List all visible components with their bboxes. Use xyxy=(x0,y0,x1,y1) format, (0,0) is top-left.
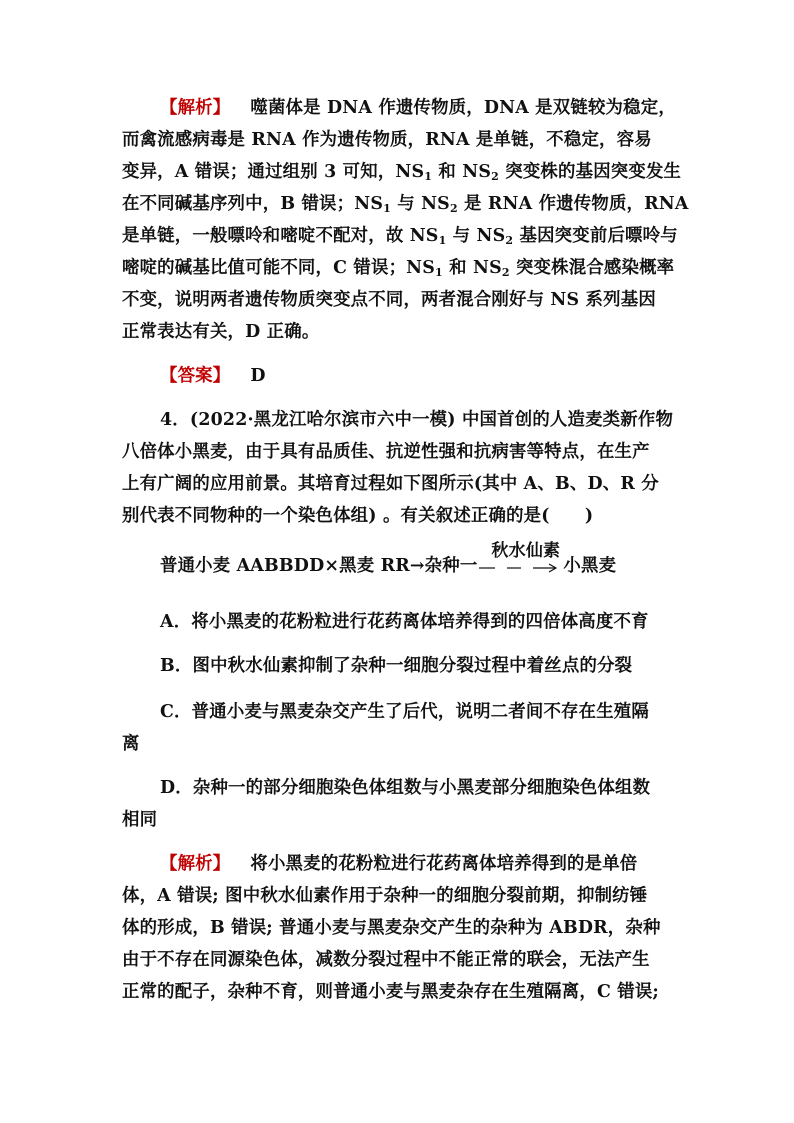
analysis2-line-3: 体的形成，B 错误; 普通小麦与黑麦杂交产生的杂种为 ABDR，杂种 xyxy=(122,918,661,938)
formula-right: 小黑麦 xyxy=(563,556,617,576)
formula-left: 普通小麦 AABBDD×黑麦 RR→杂种一 xyxy=(160,556,478,576)
analysis1-line-1 xyxy=(160,96,682,120)
analysis2-line-1 xyxy=(160,852,682,876)
analysis-tag: 【解析】 xyxy=(160,98,231,118)
analysis1-text-1: 噬菌体是 DNA 作遗传物质，DNA 是双链较为稳定， xyxy=(250,98,676,118)
question4-line-2: 八倍体小黑麦，由于具有品质佳、抗逆性强和抗病害等特点，在生产 xyxy=(122,442,650,462)
analysis-tag-2: 【解析】 xyxy=(160,854,231,874)
breeding-formula xyxy=(160,540,682,579)
option-a: A．将小黑麦的花粉粒进行花药离体培养得到的四倍体高度不育 xyxy=(160,612,649,632)
formula-arrow xyxy=(477,540,563,579)
answer-tag: 【答案】 xyxy=(160,366,231,386)
analysis1-line-6: 嘧啶的碱基比值可能不同，C 错误；$NS_1$ 和 $NS_2$ 突变株混合感染概率 xyxy=(122,258,675,279)
option-c-line-1: C．普通小麦与黑麦杂交产生了后代，说明二者间不存在生殖隔 xyxy=(160,702,649,722)
analysis2-text-1: 将小黑麦的花粉粒进行花药离体培养得到的是单倍 xyxy=(250,854,638,874)
analysis1-line-2: 而禽流感病毒是 RNA 作为遗传物质，RNA 是单链，不稳定，容易 xyxy=(122,130,652,150)
analysis1-line-5: 是单链，一般嘌呤和嘧啶不配对，故 $NS_1$ 与 $NS_2$ 基因突变前后嘌呤与 xyxy=(122,226,678,247)
question4-line-3: 上有广阔的应用前景。其培育过程如下图所示(其中 A、B、D、R 分 xyxy=(122,474,659,494)
answer-value: D xyxy=(250,366,266,386)
option-d-line-2: 相同 xyxy=(122,810,158,830)
analysis2-line-4: 由于不存在同源染色体，减数分裂过程中不能正常的联会，无法产生 xyxy=(122,950,650,970)
option-d-line-1: D．杂种一的部分细胞染色体组数与小黑麦部分细胞染色体组数 xyxy=(160,778,651,798)
analysis1-line-4: 在不同碱基序列中，B 错误；$NS_1$ 与 $NS_2$ 是 RNA 作遗传物质，RNA xyxy=(122,194,689,215)
question4-line-1: 4．(2022·黑龙江哈尔滨市六中一模) 中国首创的人造麦类新作物 xyxy=(160,410,674,430)
analysis2-line-2: 体，A 错误; 图中秋水仙素作用于杂种一的细胞分裂前期，抑制纺锤 xyxy=(122,886,648,906)
arrow-icon xyxy=(477,561,563,575)
answer1-line xyxy=(160,364,682,388)
analysis1-line-3: 变异，A 错误；通过组别 3 可知，$NS_1$ 和 $NS_2$ 突变株的基因突变发生 xyxy=(122,162,682,183)
question4-line-4: 别代表不同物种的一个染色体组) 。有关叙述正确的是( ) xyxy=(122,506,594,526)
analysis1-line-7: 不变，说明两者遗传物质突变点不同，两者混合刚好与 NS 系列基因 xyxy=(122,290,656,310)
option-c-line-2: 离 xyxy=(122,734,140,754)
arrow-label: 秋水仙素 xyxy=(491,540,561,561)
analysis2-line-5: 正常的配子，杂种不育，则普通小麦与黑麦杂存在生殖隔离，C 错误; xyxy=(122,982,660,1002)
option-b: B．图中秋水仙素抑制了杂种一细胞分裂过程中着丝点的分裂 xyxy=(160,656,633,676)
analysis1-line-8: 正常表达有关，D 正确。 xyxy=(122,322,320,342)
